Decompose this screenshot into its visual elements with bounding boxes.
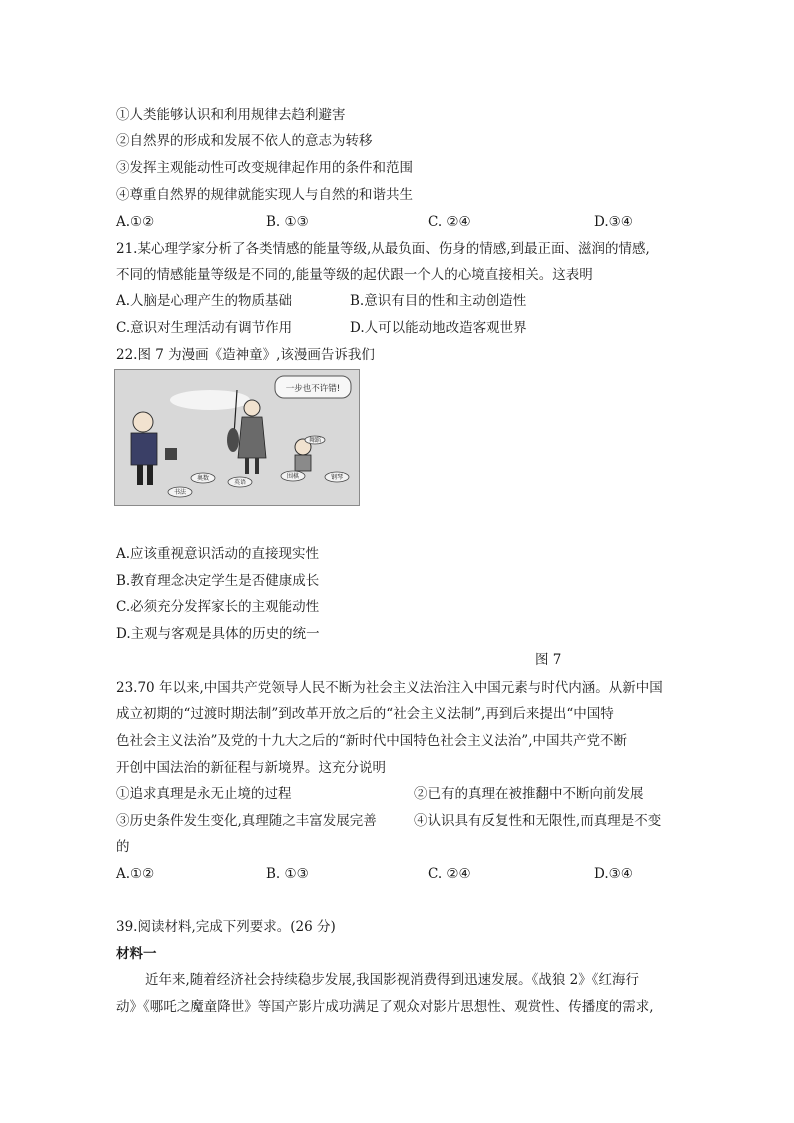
cartoon-image xyxy=(115,370,359,505)
cartoon-label-english: 英语 xyxy=(233,479,247,486)
q21-stem-line-1: 21.某心理学家分析了各类情感的能量等级,从最负面、伤身的情感,到最正面、滋润的情感, xyxy=(116,241,650,257)
q20-option-d: D.③④ xyxy=(594,214,633,230)
q23-option-d: D.③④ xyxy=(594,866,633,882)
q23-item-1: ①追求真理是永无止境的过程 xyxy=(116,786,292,802)
cartoon-label-dance: 舞蹈 xyxy=(308,437,322,444)
q20-item-1: ①人类能够认识和利用规律去趋利避害 xyxy=(116,107,346,123)
q23-stem-line-1: 23.70 年以来,中国共产党领导人民不断为社会主义法治注入中国元素与时代内涵。从新中国 xyxy=(116,680,663,696)
q22-option-d: D.主观与客观是具体的历史的统一 xyxy=(116,626,320,642)
cartoon-label-go: 围棋 xyxy=(286,473,300,480)
q39-paragraph-line-1: 近年来,随着经济社会持续稳步发展,我国影视消费得到迅速发展。《战狼 2》《红海行 xyxy=(145,972,639,988)
q23-item-2: ②已有的真理在被推翻中不断向前发展 xyxy=(414,786,644,802)
q39-stem: 39.阅读材料,完成下列要求。(26 分) xyxy=(116,919,336,935)
q23-item-3: ③历史条件发生变化,真理随之丰富发展完善 xyxy=(116,813,377,829)
q39-paragraph-line-2: 动》《哪吒之魔童降世》等国产影片成功满足了观众对影片思想性、观赏性、传播度的需求, xyxy=(116,999,654,1015)
q21-option-a: A.人脑是心理产生的物质基础 xyxy=(116,293,293,309)
q20-item-3: ③发挥主观能动性可改变规律起作用的条件和范围 xyxy=(116,160,413,176)
q39-material-title: 材料一 xyxy=(116,946,157,962)
cartoon-label-piano: 钢琴 xyxy=(330,474,344,481)
q22-option-a: A.应该重视意识活动的直接现实性 xyxy=(116,546,320,562)
q22-stem: 22.图 7 为漫画《造神童》,该漫画告诉我们 xyxy=(116,347,375,363)
q21-stem-line-2: 不同的情感能量等级是不同的,能量等级的起伏跟一个人的心境直接相关。这表明 xyxy=(116,267,593,283)
q22-option-b: B.教育理念决定学生是否健康成长 xyxy=(116,573,320,589)
q23-item-4: ④认识具有反复性和无限性,而真理是不变 xyxy=(414,813,662,829)
q20-option-c: C. ②④ xyxy=(428,214,471,230)
q23-option-a: A.①② xyxy=(116,866,155,882)
q20-item-4: ④尊重自然界的规律就能实现人与自然的和谐共生 xyxy=(116,187,413,203)
cartoon-bubble-text: 一步也不许错! xyxy=(285,384,341,394)
figure-caption: 图 7 xyxy=(535,652,562,668)
cartoon-figure xyxy=(114,369,360,506)
q23-stem-line-2: 成立初期的“过渡时期法制”到改革开放之后的“社会主义法制”,再到后来提出“中国特 xyxy=(116,706,614,722)
q23-item-4-continued: 的 xyxy=(116,839,130,855)
q21-option-d: D.人可以能动地改造客观世界 xyxy=(350,320,527,336)
cartoon-label-math: 奥数 xyxy=(196,475,210,482)
q20-item-2: ②自然界的形成和发展不依人的意志为转移 xyxy=(116,133,373,149)
q22-option-c: C.必须充分发挥家长的主观能动性 xyxy=(116,599,320,615)
q23-option-b: B. ①③ xyxy=(266,866,309,882)
q23-stem-line-3: 色社会主义法治”及党的十九大之后的“新时代中国特色社会主义法治”,中国共产党不断 xyxy=(116,733,627,749)
q23-option-c: C. ②④ xyxy=(428,866,471,882)
q21-option-b: B.意识有目的性和主动创造性 xyxy=(350,293,527,309)
q21-option-c: C.意识对生理活动有调节作用 xyxy=(116,320,293,336)
q23-stem-line-4: 开创中国法治的新征程与新境界。这充分说明 xyxy=(116,760,386,776)
cartoon-label-calligraphy: 书法 xyxy=(173,489,187,496)
q20-option-b: B. ①③ xyxy=(266,214,309,230)
q20-option-a: A.①② xyxy=(116,214,155,230)
